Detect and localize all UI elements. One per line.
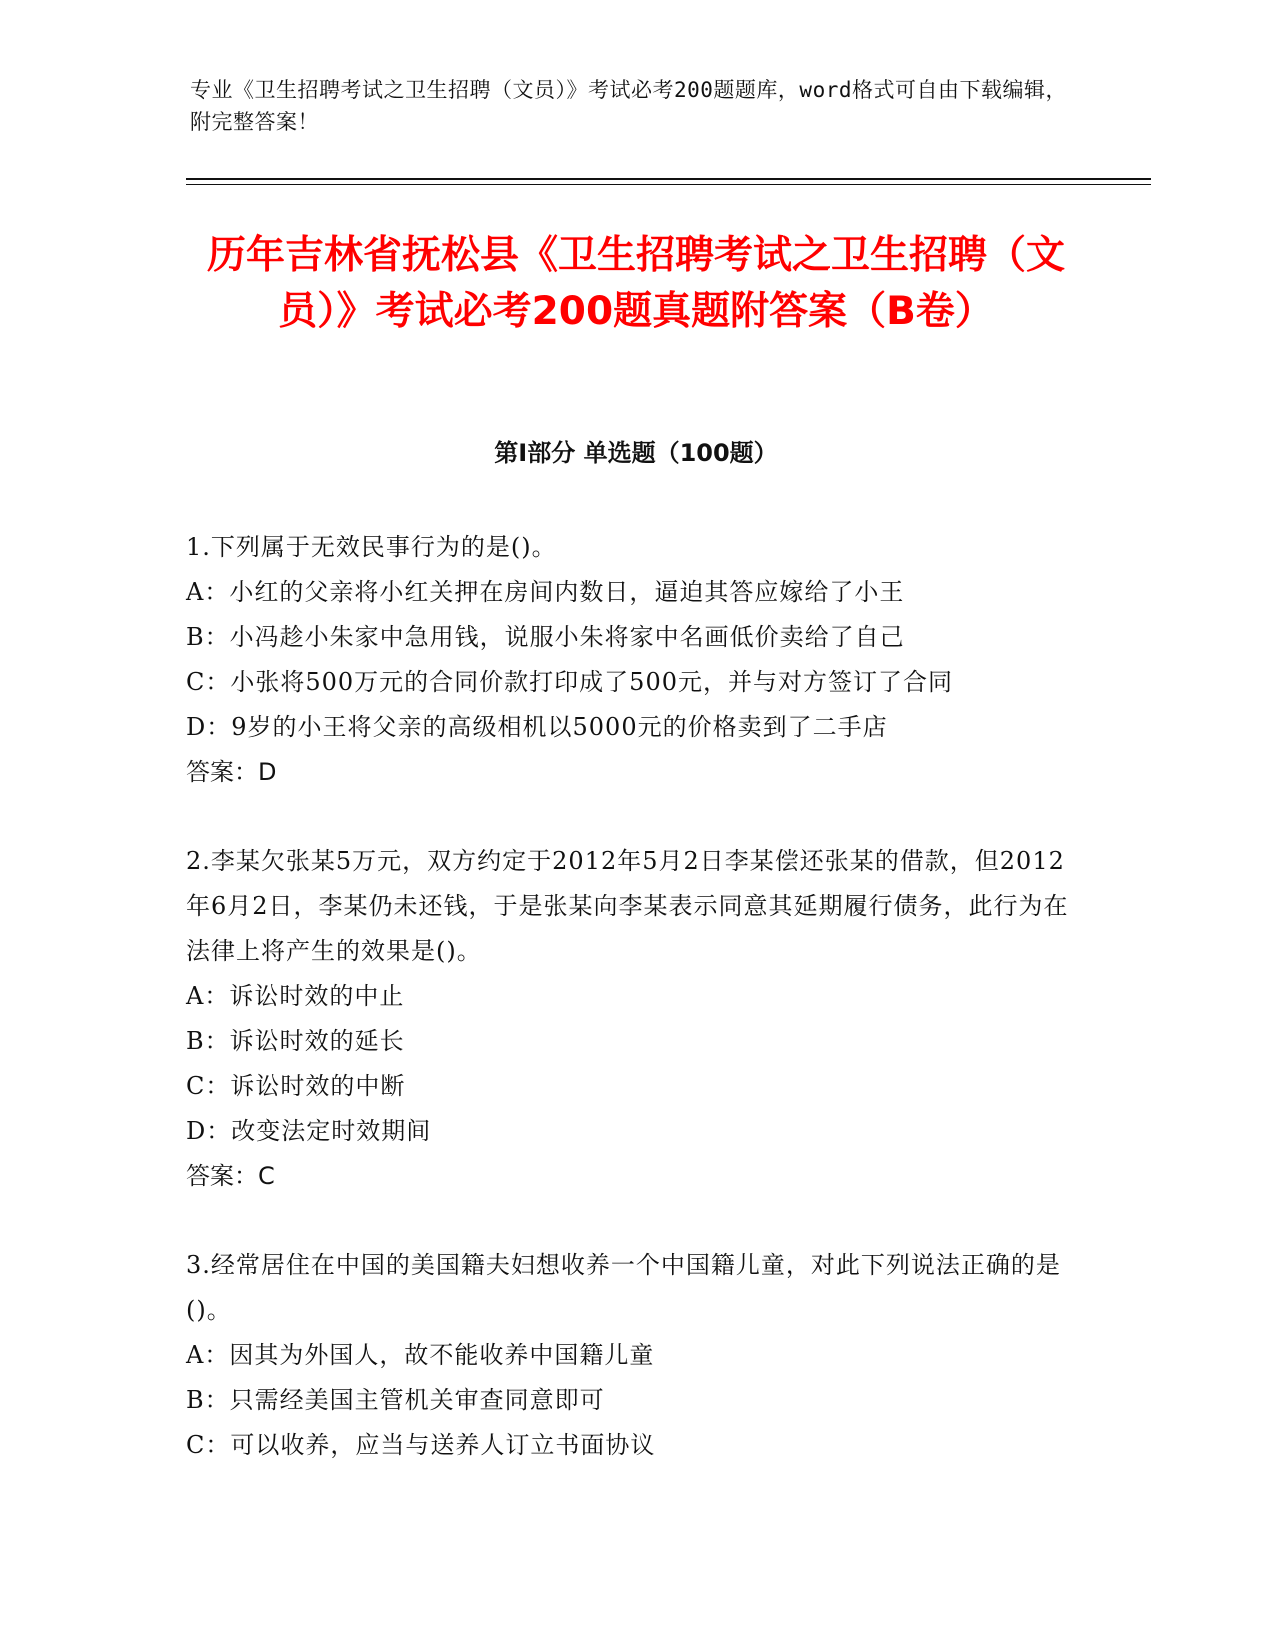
option-c: C：小张将500万元的合同价款打印成了500元，并与对方签订了合同 <box>186 668 953 696</box>
option-b: B：小冯趁小朱家中急用钱，说服小朱将家中名画低价卖给了自己 <box>186 623 905 651</box>
option-a: A：小红的父亲将小红关押在房间内数日，逼迫其答应嫁给了小王 <box>186 578 905 606</box>
header-note: 专业《卫生招聘考试之卫生招聘（文员）》考试必考200题题库，word格式可自由下载编辑，附完整答案！ <box>190 78 1067 134</box>
question-list <box>186 525 1086 1512</box>
question-1 <box>186 525 1086 795</box>
section-title: 第I部分 单选题（100题） <box>494 439 778 467</box>
question-stem: 1.下列属于无效民事行为的是()。 <box>186 533 557 561</box>
answer: 答案：D <box>186 758 277 786</box>
answer: 答案：C <box>186 1162 275 1190</box>
header-divider-thick <box>186 178 1151 180</box>
option-b: B：只需经美国主管机关审查同意即可 <box>186 1386 605 1414</box>
document-title: 历年吉林省抚松县《卫生招聘考试之卫生招聘（文员）》考试必考200题真题附答案（B卷） <box>206 233 1065 334</box>
option-b: B：诉讼时效的延长 <box>186 1027 405 1055</box>
header-divider-thin <box>186 184 1151 185</box>
option-a: A：因其为外国人，故不能收养中国籍儿童 <box>186 1341 655 1369</box>
option-c: C：诉讼时效的中断 <box>186 1072 406 1100</box>
option-d: D：改变法定时效期间 <box>186 1117 432 1145</box>
question-2 <box>186 839 1086 1199</box>
question-stem: 2.李某欠张某5万元，双方约定于2012年5月2日李某偿还张某的借款，但2012年6月2日，李某仍未还钱，于是张某向李某表示同意其延期履行债务，此行为在法律上将产生的效果是()。 <box>186 847 1069 965</box>
option-d: D：9岁的小王将父亲的高级相机以5000元的价格卖到了二手店 <box>186 713 888 741</box>
question-stem: 3.经常居住在中国的美国籍夫妇想收养一个中国籍儿童，对此下列说法正确的是()。 <box>186 1251 1061 1324</box>
question-3 <box>186 1243 1086 1468</box>
option-a: A：诉讼时效的中止 <box>186 982 405 1010</box>
option-c: C：可以收养，应当与送养人订立书面协议 <box>186 1431 656 1459</box>
